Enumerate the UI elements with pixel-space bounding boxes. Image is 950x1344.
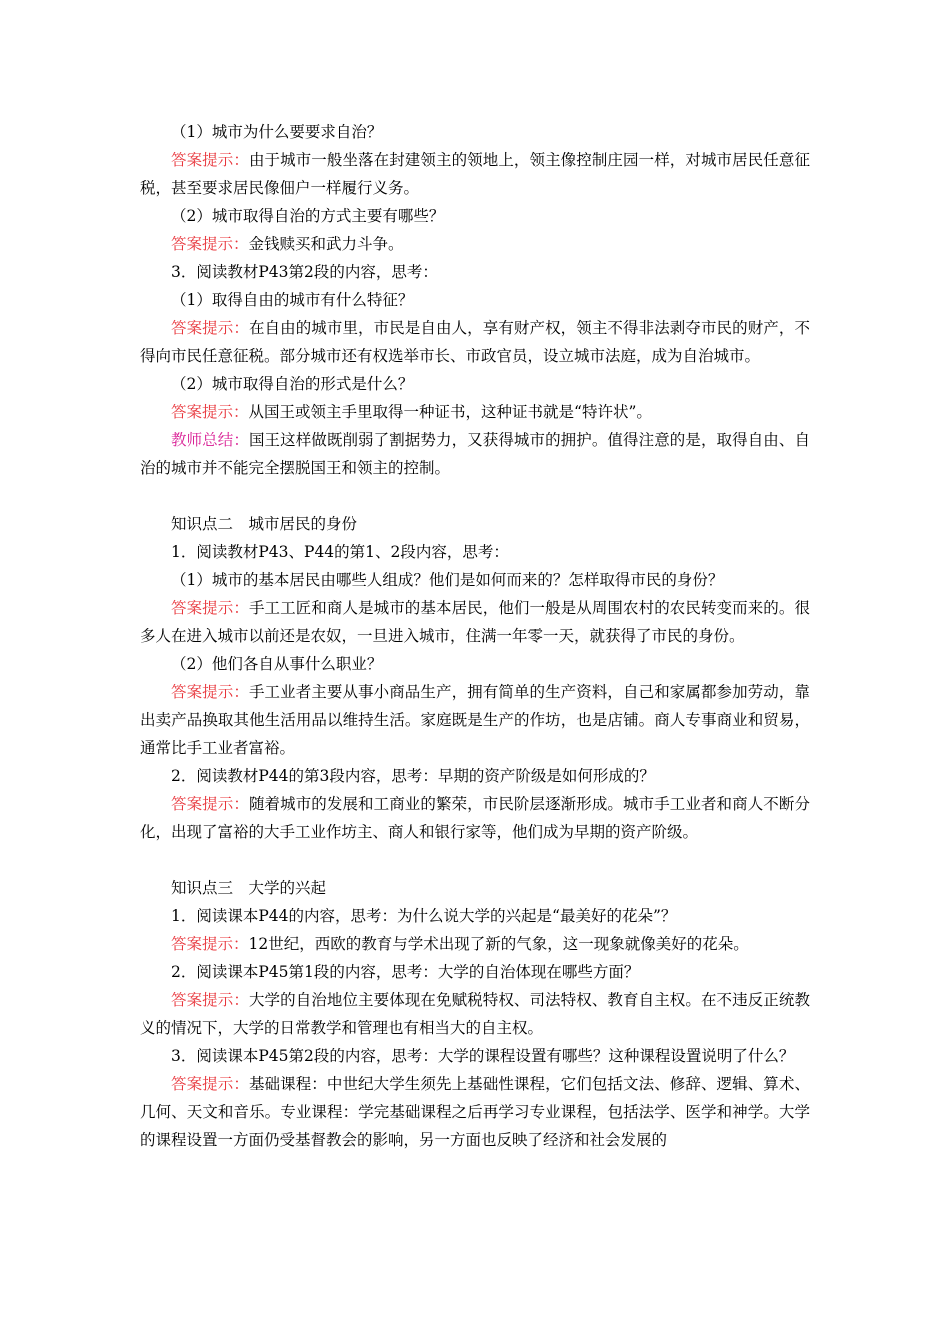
answer-text: 金钱赎买和武力斗争。 <box>248 235 404 253</box>
document-page <box>140 118 810 1154</box>
item-2-2: 2．阅读教材P44的第3段内容，思考：早期的资产阶级是如何形成的？ <box>171 767 655 785</box>
section-gap <box>140 482 810 510</box>
answer-1-3 <box>140 314 810 370</box>
answer-label: 答案提示： <box>171 599 249 617</box>
answer-2-1 <box>140 594 810 650</box>
answer-label: 答案提示： <box>171 403 249 421</box>
answer-label: 答案提示： <box>171 235 249 253</box>
answer-text: 12世纪，西欧的教育与学术出现了新的气象，这一现象就像美好的花朵。 <box>248 935 749 953</box>
section-heading-3: 知识点三 大学的兴起 <box>171 879 327 897</box>
question-1-4: （2）城市取得自治的形式是什么？ <box>171 375 414 393</box>
answer-label: 答案提示： <box>171 935 249 953</box>
answer-text: 由于城市一般坐落在封建领主的领地上，领主像控制庄园一样，对城市居民任意征税，甚至要求居民像佃户一样履行义务。 <box>140 151 810 197</box>
question-2-2: （2）他们各自从事什么职业？ <box>171 655 383 673</box>
answer-1-1 <box>140 146 810 202</box>
section-gap <box>140 846 810 874</box>
question-1-1: （1）城市为什么要要求自治？ <box>171 123 383 141</box>
question-2-1: （1）城市的基本居民由哪些人组成？他们是如何而来的？怎样取得市民的身份？ <box>171 571 724 589</box>
answer-2-3 <box>140 790 810 846</box>
answer-label: 答案提示： <box>171 795 249 813</box>
answer-text: 手工业者主要从事小商品生产，拥有简单的生产资料，自己和家属都参加劳动，靠出卖产品换取其他生活用品以维持生活。家庭既是生产的作坊，也是店铺。商人专事商业和贸易，通常比手工业者富裕。 <box>140 683 810 757</box>
section-heading-2: 知识点二 城市居民的身份 <box>171 515 358 533</box>
answer-1-2 <box>140 230 810 258</box>
item-3-2: 2．阅读课本P45第1段的内容，思考：大学的自治体现在哪些方面？ <box>171 963 640 981</box>
summary-text: 国王这样做既削弱了割据势力，又获得城市的拥护。值得注意的是，取得自由、自治的城市并不能完全摆脱国王和领主的控制。 <box>140 431 810 477</box>
answer-3-3 <box>140 1070 810 1154</box>
item-1-3: 3．阅读教材P43第2段的内容，思考： <box>171 263 438 281</box>
answer-3-2 <box>140 986 810 1042</box>
item-3-1: 1．阅读课本P44的内容，思考：为什么说大学的兴起是“最美好的花朵”？ <box>171 907 677 925</box>
answer-text: 从国王或领主手里取得一种证书，这种证书就是“特许状”。 <box>248 403 652 421</box>
answer-label: 答案提示： <box>171 1075 249 1093</box>
answer-label: 答案提示： <box>171 683 249 701</box>
teacher-label: 教师总结： <box>171 431 249 449</box>
answer-text: 在自由的城市里，市民是自由人，享有财产权，领主不得非法剥夺市民的财产，不得向市民任意征税。部分城市还有权选举市长、市政官员，设立城市法庭，成为自治城市。 <box>140 319 810 365</box>
answer-3-1 <box>140 930 810 958</box>
answer-label: 答案提示： <box>171 151 249 169</box>
answer-label: 答案提示： <box>171 319 249 337</box>
answer-text: 手工工匠和商人是城市的基本居民，他们一般是从周围农村的农民转变而来的。很多人在进入城市以前还是农奴，一旦进入城市，住满一年零一天，就获得了市民的身份。 <box>140 599 810 645</box>
answer-text: 随着城市的发展和工商业的繁荣，市民阶层逐渐形成。城市手工业者和商人不断分化，出现了富裕的大手工业作坊主、商人和银行家等，他们成为早期的资产阶级。 <box>140 795 810 841</box>
question-1-2: （2）城市取得自治的方式主要有哪些？ <box>171 207 445 225</box>
answer-2-2 <box>140 678 810 762</box>
answer-text: 大学的自治地位主要体现在免赋税特权、司法特权、教育自主权。在不违反正统教义的情况下，大学的日常教学和管理也有相当大的自主权。 <box>140 991 810 1037</box>
teacher-summary <box>140 426 810 482</box>
answer-label: 答案提示： <box>171 991 249 1009</box>
question-1-3: （1）取得自由的城市有什么特征？ <box>171 291 414 309</box>
answer-1-4 <box>140 398 810 426</box>
answer-text: 基础课程：中世纪大学生须先上基础性课程，它们包括文法、修辞、逻辑、算术、几何、天文和音乐。专业课程：学完基础课程之后再学习专业课程，包括法学、医学和神学。大学的课程设置一方面仍受基督教会的影响，另一方面也反映了经济和社会发展的 <box>140 1075 810 1149</box>
item-3-3: 3．阅读课本P45第2段的内容，思考：大学的课程设置有哪些？这种课程设置说明了什么？ <box>171 1047 795 1065</box>
item-2-1: 1．阅读教材P43、P44的第1、2段内容，思考： <box>171 543 509 561</box>
